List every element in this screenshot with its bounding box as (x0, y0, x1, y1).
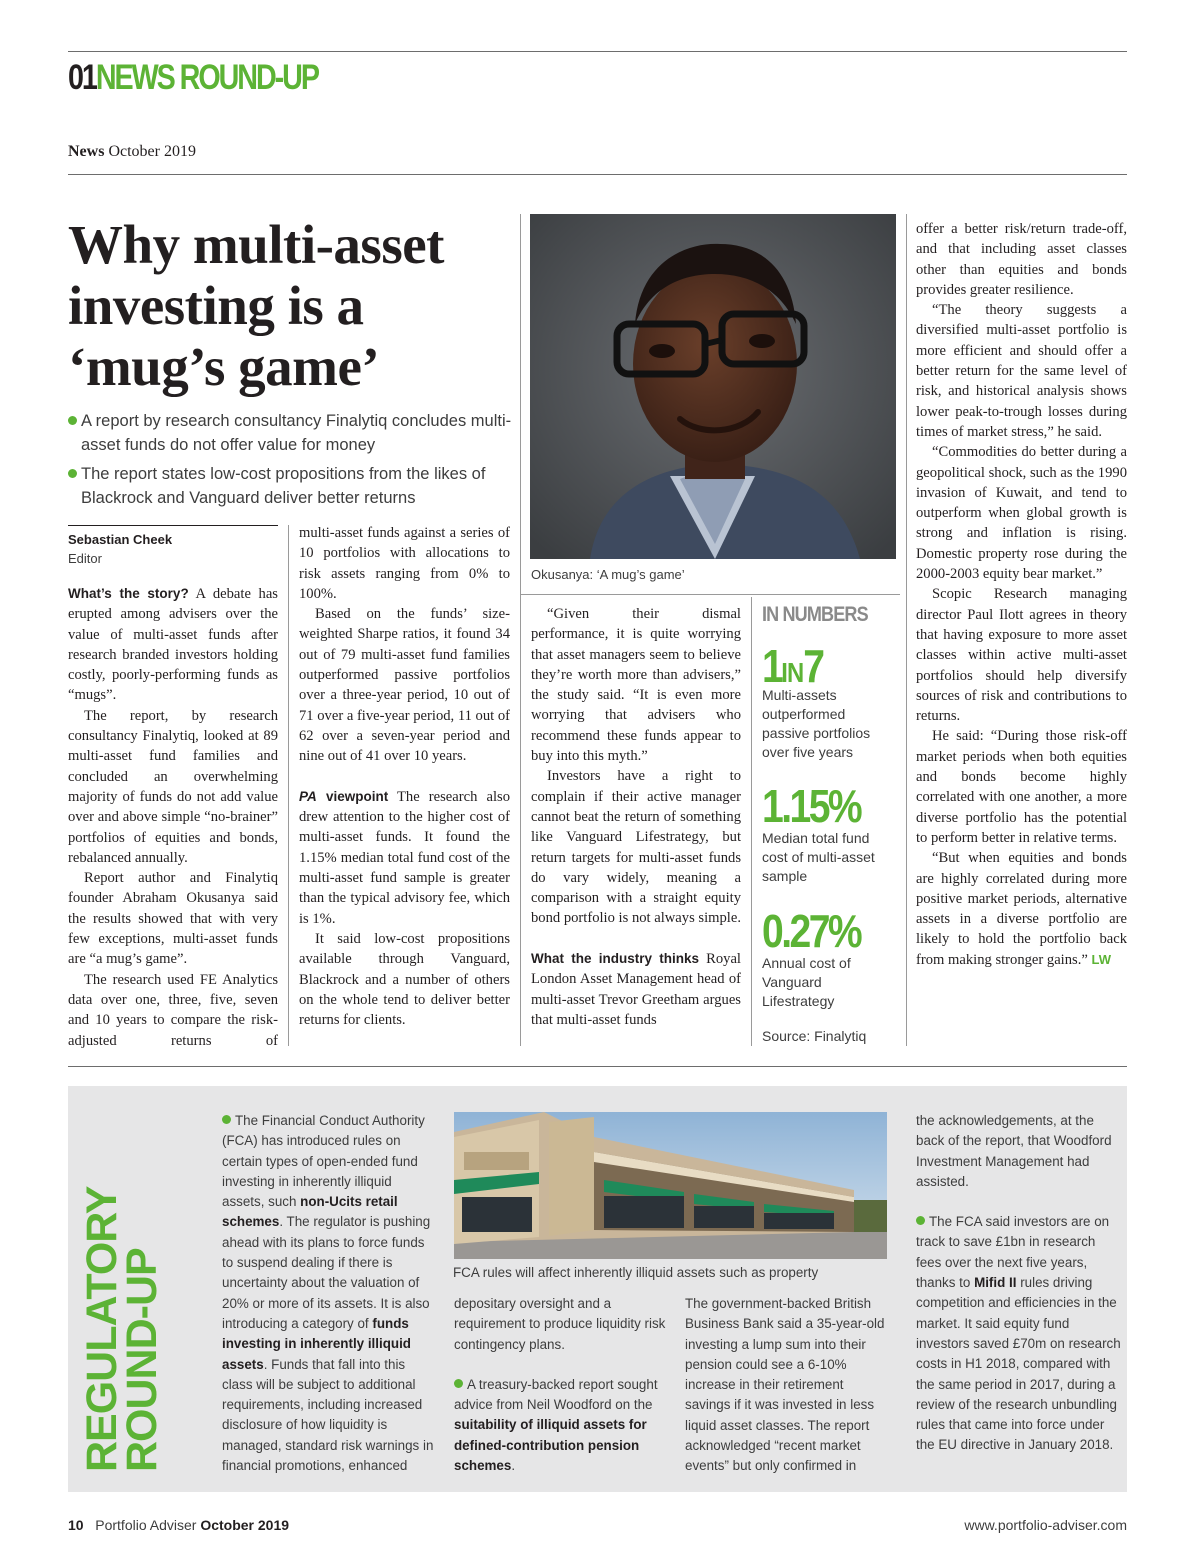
paragraph: “Commodities do better during a geopolitical shock, such as the 1990 invasion of Kuwait, and tend to outperform when global growth is strong and inflation is rising. Domestic property rose during the 2000-2003 equity bear market.” (916, 444, 1127, 583)
column-divider (751, 597, 752, 1046)
bullet-dot-icon (68, 469, 77, 478)
article-headline: Why multi-asset investing is a ‘mug’s game’ (68, 214, 444, 397)
column-divider (906, 214, 907, 1046)
article-bottom-rule (68, 1066, 1127, 1067)
paragraph: Report author and Finalytiq founder Abraham Okusanya said the results showed that with very few exceptions, multi-asset funds are “a mug’s game”. (68, 870, 278, 968)
reg-text: depositary oversight and a requirement to produce liquidity risk contingency plans. (454, 1296, 666, 1352)
paragraph: Scopic Research managing director Paul Ilott agrees in theory that having exposure to more asset classes within active multi-asset portfolios should help diversify sources of risk and contributions to returns. (916, 586, 1127, 725)
pa-label: viewpoint (316, 788, 389, 804)
issue-date: October 2019 (200, 1517, 290, 1533)
top-rule (68, 51, 1127, 52)
paragraph: “The theory suggests a diversified multi-asset portfolio is more efficient and should offer a better return for the same level of risk, and historical analysis shows lower peak-to-trough losses during times of market stress,” he said. (916, 302, 1127, 440)
regulatory-column-3 (685, 1294, 890, 1477)
standfirst-2 (68, 462, 531, 510)
header-rule (68, 174, 1127, 175)
industry-label: What the industry thinks (531, 951, 699, 967)
paragraph: Based on the funds’ size-weighted Sharpe ratios, it found 34 out of 79 multi-asset fund families outperformed passive portfolios over a three-year period, 10 out of 71 over a five-year period, 11 out of 62 over a seven-year period and nine out of 41 over 10 years. (299, 606, 510, 765)
column-divider (520, 214, 521, 1046)
lead-label: What’s the story? (68, 586, 189, 601)
column-divider (288, 525, 289, 1046)
regulatory-title-line-1: REGULATORY (78, 1186, 126, 1472)
regulatory-title (78, 1186, 166, 1472)
standfirst-text: The report states low-cost propositions from the likes of Blackrock and Vanguard deliver better returns (81, 465, 486, 507)
paragraph: “But when equities and bonds are highly correlated during more positive market periods, alternative assets in a diverse portfolio are likely to hold the portfolio back from making stronger gains.” (916, 850, 1127, 968)
byline-name: Sebastian Cheek (68, 532, 173, 547)
reg-text: A treasury-backed report sought advice from Neil Woodford on the (454, 1376, 658, 1413)
pa-label-italic: PA (299, 788, 317, 804)
article-column-1 (68, 584, 278, 1051)
bullet-dot-icon (68, 416, 77, 425)
standfirst-text: A report by research consultancy Finalytiq concludes multi-asset funds do not offer value for money (81, 412, 512, 454)
section-number: 01 (68, 58, 96, 97)
author-initials: LW (1091, 951, 1111, 967)
reg-text: The FCA said investors are on track to save £1bn in research fees over the next five years, thanks to (916, 1214, 1110, 1291)
reg-text: rules driving competition and efficiencies in the market. It said equity fund investors saved £70m on research costs in H1 2018, compared with the same period in 2017, during a review of the research unbundling rules that came into force under the EU directive in January 2018. (916, 1275, 1121, 1453)
news-date-line (68, 143, 196, 161)
paragraph: He said: “During those risk-off market periods when both equities and bonds become highly correlated with one another, a more diverse portfolio has the potential to perform better in relative terms. (916, 728, 1127, 846)
photo-caption: Okusanya: ‘A mug’s game’ (531, 567, 685, 582)
footer-left (68, 1517, 289, 1533)
property-photo (454, 1112, 887, 1259)
section-heading (68, 56, 318, 100)
bullet-dot-icon (916, 1216, 925, 1225)
reg-bold-text: Mifid II (974, 1275, 1017, 1291)
stat-1-description: Multi-assets outperformed passive portfolios over five years (762, 687, 871, 760)
paragraph: offer a better risk/return trade-off, and that including asset classes other than equities and bonds provides greater resilience. (916, 221, 1127, 298)
stat-1-part: IN (781, 657, 804, 688)
stat-3-description: Annual cost of Vanguard Lifestrategy (762, 955, 851, 1009)
reg-text: . (511, 1458, 516, 1474)
reg-bold-text: suitability of illiquid assets for defined-contribution pension schemes (454, 1417, 647, 1474)
stat-1-part: 1 (762, 640, 782, 692)
reg-text: The government-backed British Business Bank said a 35-year-old investing a lump sum into their pension could see a 6-10% increase in their retirement savings if it was invested in less liquid asset classes. The report acknowledged “recent market events” but only confirmed in (685, 1296, 885, 1474)
regulatory-column-1 (222, 1111, 434, 1476)
article-column-4 (916, 219, 1127, 970)
bullet-dot-icon (454, 1379, 463, 1388)
lead-text: A debate has erupted among advisers over the value of multi-asset funds after research branded investors holding costly, poorly-performing funds as “mugs”. (68, 586, 278, 704)
paragraph: The report, by research consultancy Finalytiq, looked at 89 multi-asset fund families and concluded an overwhelming majority of funds do not add value over and above simple “no-brainer” portfolios of equities and bonds, rebalanced annually. (68, 707, 278, 866)
reg-text: . The regulator is pushing ahead with its plans to force funds to suspend dealing if there is uncertainty about the valuation of 20% or more of its assets. It is also introducing a category of (222, 1214, 431, 1331)
reg-text: the acknowledgements, at the back of the report, that Woodford Investment Management had assisted. (916, 1113, 1112, 1189)
article-column-2 (299, 523, 510, 1030)
paragraph: “Given their dismal performance, it is quite worrying that asset managers seem to believe they’re worth more than advisers,” the study said. “It is even more worrying that advisers who recommend these funds appear to buy into this myth.” (531, 606, 741, 765)
byline-rule (68, 525, 278, 526)
reg-bold-text: non-Ucits retail schemes (222, 1194, 398, 1230)
stats-source: Source: Finalytiq (762, 1028, 867, 1044)
reg-bold-text: funds investing in inherently illiquid assets (222, 1315, 411, 1372)
stat-1-part: 7 (803, 640, 823, 692)
portrait-photo (530, 214, 896, 559)
stat-3-value: 0.27% (762, 905, 861, 957)
paragraph: The research also drew attention to the higher cost of multi-asset funds. It found the 1.15% median total fund cost of the multi-asset fund sample is greater than the typical advisory fee, which is 1%. (299, 788, 510, 927)
article-column-3 (531, 604, 741, 1030)
property-photo-caption: FCA rules will affect inherently illiquid assets such as property (453, 1265, 819, 1280)
section-title: NEWS ROUND-UP (95, 58, 318, 97)
regulatory-column-2 (454, 1294, 666, 1476)
stat-2-description: Median total fund cost of multi-asset sample (762, 830, 875, 884)
regulatory-title-line-2: ROUND-UP (118, 1248, 166, 1472)
news-label: News (68, 143, 105, 160)
reg-text: The Financial Conduct Authority (FCA) has introduced rules on certain types of open-ended fund investing in inherently illiquid assets, such (222, 1113, 425, 1210)
paragraph: The research used FE Analytics data over one, three, five, seven and 10 years to compare the risk-adjusted returns of (68, 971, 278, 1049)
bullet-dot-icon (222, 1115, 231, 1124)
storefront-illustration (454, 1112, 887, 1259)
publication-name: Portfolio Adviser (95, 1517, 197, 1533)
page-number: 10 (68, 1517, 84, 1533)
website-link[interactable]: www.portfolio-adviser.com (964, 1517, 1127, 1533)
standfirst-1 (68, 409, 531, 457)
in-numbers-heading: IN NUMBERS (762, 603, 868, 626)
paragraph: It said low-cost propositions available through Vanguard, Blackrock and a number of others on the whole tend to deliver better returns for clients. (299, 930, 510, 1029)
paragraph: Royal London Asset Management head of multi-asset Trevor Greetham argues that multi-asset funds (531, 951, 741, 1028)
caption-rule (520, 594, 900, 595)
reg-text: . Funds that fall into this class will be subject to additional requirements, including increased disclosure of how liquidity is managed, standard risk warnings in financial promotions, enhanced (222, 1356, 434, 1474)
paragraph: Investors have a right to complain if their active manager cannot beat the return of something like Vanguard Lifestrategy, but return targets for multi-asset funds do vary widely, meaning a comparison with a straight equity bond portfolio is not always simple. (531, 768, 741, 927)
paragraph: multi-asset funds against a series of 10 portfolios with allocations to risk assets ranging from 0% to 100%. (299, 525, 510, 602)
byline-role: Editor (68, 551, 102, 566)
news-date: October 2019 (108, 143, 196, 160)
regulatory-column-4 (916, 1111, 1121, 1456)
portrait-illustration (530, 214, 896, 559)
stat-2-value: 1.15% (762, 780, 861, 832)
